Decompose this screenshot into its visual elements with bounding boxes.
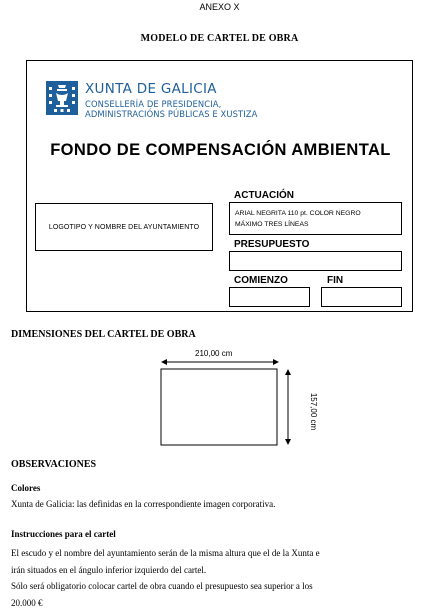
galicia-crest-icon [46, 81, 78, 115]
fund-title: FONDO DE COMPENSACIÓN AMBIENTAL [50, 141, 391, 159]
ministry-line-2: ADMINISTRACIÓNS PÚBLICAS E XUSTIZA [85, 109, 258, 119]
budget-box [229, 251, 402, 271]
action-spec-line-1: ARIAL NEGRITA 110 pt. COLOR NEGRO [235, 210, 361, 217]
start-label: COMIENZO [234, 275, 288, 286]
observations-heading: OBSERVACIONES [11, 459, 97, 470]
instructions-line-3: Sólo será obligatorio colocar cartel de obra cuando el presupuesto sea superior a los [11, 581, 313, 591]
ministry-line-1: CONSELLERÍA DE PRESIDENCIA, [85, 99, 222, 109]
width-label: 210,00 cm [195, 349, 233, 358]
dimensions-diagram [150, 345, 320, 455]
end-box [321, 287, 402, 307]
action-box [229, 202, 402, 235]
instructions-heading: Instrucciones para el cartel [11, 529, 116, 539]
council-logo-placeholder [35, 203, 213, 251]
action-label: ACTUACIÓN [234, 190, 294, 201]
instructions-line-2: irán situados en el ángulo inferior izquierdo del cartel. [11, 564, 207, 575]
instructions-line-4: 20.000 € [11, 597, 43, 608]
colors-text: Xunta de Galicia: las definidas en la correspondiente imagen corporativa. [11, 499, 276, 509]
xunta-name: XUNTA DE GALICIA [85, 81, 217, 97]
instructions-text [11, 545, 426, 611]
sign-model [26, 60, 413, 312]
height-label: 157,00 cm [309, 392, 319, 431]
dimensions-heading: DIMENSIONES DEL CARTEL DE OBRA [11, 329, 196, 340]
instructions-line-1: El escudo y el nombre del ayuntamiento serán de la misma altura que el de la Xunta e [11, 548, 320, 558]
end-label: FIN [327, 275, 344, 286]
start-box [229, 287, 310, 307]
dimensions-drawing [150, 345, 320, 455]
action-spec-line-2: MÁXIMO TRES LÍNEAS [235, 221, 309, 228]
xunta-logo [46, 79, 291, 119]
budget-label: PRESUPUESTO [234, 239, 310, 250]
council-placeholder-text: LOGOTIPO Y NOMBRE DEL AYUNTAMIENTO [48, 223, 200, 231]
sign-outline [161, 369, 277, 445]
document-title: MODELO DE CARTEL DE OBRA [140, 33, 299, 44]
colors-heading: Colores [11, 483, 41, 493]
annex-label: ANEXO X [199, 2, 240, 12]
